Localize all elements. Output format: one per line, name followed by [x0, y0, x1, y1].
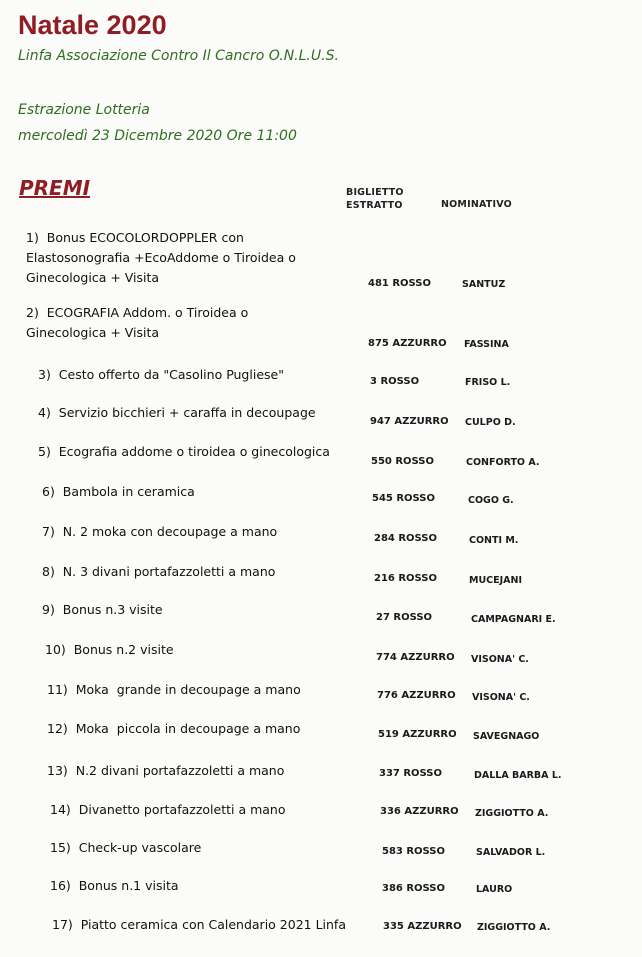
prize-item: 7) N. 2 moka con decoupage a mano [42, 524, 278, 539]
winner-name: SANTUZ [462, 279, 506, 290]
winner-name: VISONA' C. [472, 692, 530, 703]
winning-ticket: 519 AZZURRO [378, 729, 457, 740]
winner-name: COGO G. [468, 495, 514, 506]
event-name: Estrazione Lotteria [18, 102, 150, 118]
winning-ticket: 337 ROSSO [379, 768, 443, 779]
winner-name: CONFORTO A. [466, 457, 540, 468]
prize-item: 14) Divanetto portafazzoletti a mano [50, 802, 286, 817]
organization-name: Linfa Associazione Contro Il Cancro O.N.L.U.S. [18, 48, 339, 64]
winner-name: SALVADOR L. [476, 847, 546, 858]
prize-item: 13) N.2 divani portafazzoletti a mano [47, 763, 285, 778]
prize-item: 17) Piatto ceramica con Calendario 2021 Linfa [52, 917, 346, 932]
winner-name: CONTI M. [469, 535, 519, 546]
winner-name: LAURO [476, 884, 513, 895]
winner-name: CULPO D. [465, 417, 516, 428]
winner-name: SAVEGNAGO [473, 731, 540, 742]
prize-item: 1) Bonus ECOCOLORDOPPLER con Elastosonografia +EcoAddome o Tiroidea o Ginecologica + Visita [26, 230, 296, 285]
prize-item: 10) Bonus n.2 visite [45, 642, 174, 657]
prizes-heading: PREMI [19, 176, 91, 200]
winning-ticket: 774 AZZURRO [376, 652, 455, 663]
prize-item: 3) Cesto offerto da "Casolino Pugliese" [38, 367, 284, 382]
winner-name: ZIGGIOTTO A. [477, 922, 551, 933]
prize-item: 9) Bonus n.3 visite [42, 602, 163, 617]
winning-ticket: 583 ROSSO [382, 846, 446, 857]
winner-name: FRISO L. [465, 377, 511, 388]
winner-name: FASSINA [464, 339, 509, 350]
winning-ticket: 481 ROSSO [368, 278, 432, 289]
winner-name: CAMPAGNARI E. [471, 614, 556, 625]
ticket-column-header-line1: BIGLIETTO [346, 187, 404, 198]
prize-item: 2) ECOGRAFIA Addom. o Tiroidea o Ginecologica + Visita [26, 305, 249, 340]
prize-item: 4) Servizio bicchieri + caraffa in decoupage [38, 405, 316, 420]
prize-item: 15) Check-up vascolare [50, 840, 202, 855]
page-title: Natale 2020 [18, 10, 167, 40]
winning-ticket: 947 AZZURRO [370, 416, 449, 427]
winning-ticket: 336 AZZURRO [380, 806, 459, 817]
winner-name: ZIGGIOTTO A. [475, 808, 549, 819]
winner-name: MUCEJANI [469, 575, 523, 586]
winner-name: VISONA' C. [471, 654, 529, 665]
ticket-column-header-line2: ESTRATTO [346, 200, 403, 211]
winning-ticket: 284 ROSSO [374, 533, 438, 544]
ticket-column-header [346, 186, 404, 212]
prize-item: 5) Ecografia addome o tiroidea o ginecologica [38, 444, 330, 459]
winner-column-header: NOMINATIVO [441, 199, 512, 210]
prize-item: 11) Moka grande in decoupage a mano [47, 682, 301, 697]
winning-ticket: 875 AZZURRO [368, 338, 447, 349]
prize-item: 12) Moka piccola in decoupage a mano [47, 721, 301, 736]
prize-item: 8) N. 3 divani portafazzoletti a mano [42, 564, 276, 579]
winning-ticket: 27 ROSSO [376, 612, 433, 623]
winning-ticket: 776 AZZURRO [377, 690, 456, 701]
winning-ticket: 3 ROSSO [370, 376, 420, 387]
event-date: mercoledì 23 Dicembre 2020 Ore 11:00 [18, 128, 297, 144]
winning-ticket: 335 AZZURRO [383, 921, 462, 932]
winning-ticket: 550 ROSSO [371, 456, 435, 467]
prize-item: 6) Bambola in ceramica [42, 484, 195, 499]
prize-item: 16) Bonus n.1 visita [50, 878, 179, 893]
winning-ticket: 216 ROSSO [374, 573, 438, 584]
winner-name: DALLA BARBA L. [474, 770, 562, 781]
winning-ticket: 545 ROSSO [372, 493, 436, 504]
winning-ticket: 386 ROSSO [382, 883, 446, 894]
